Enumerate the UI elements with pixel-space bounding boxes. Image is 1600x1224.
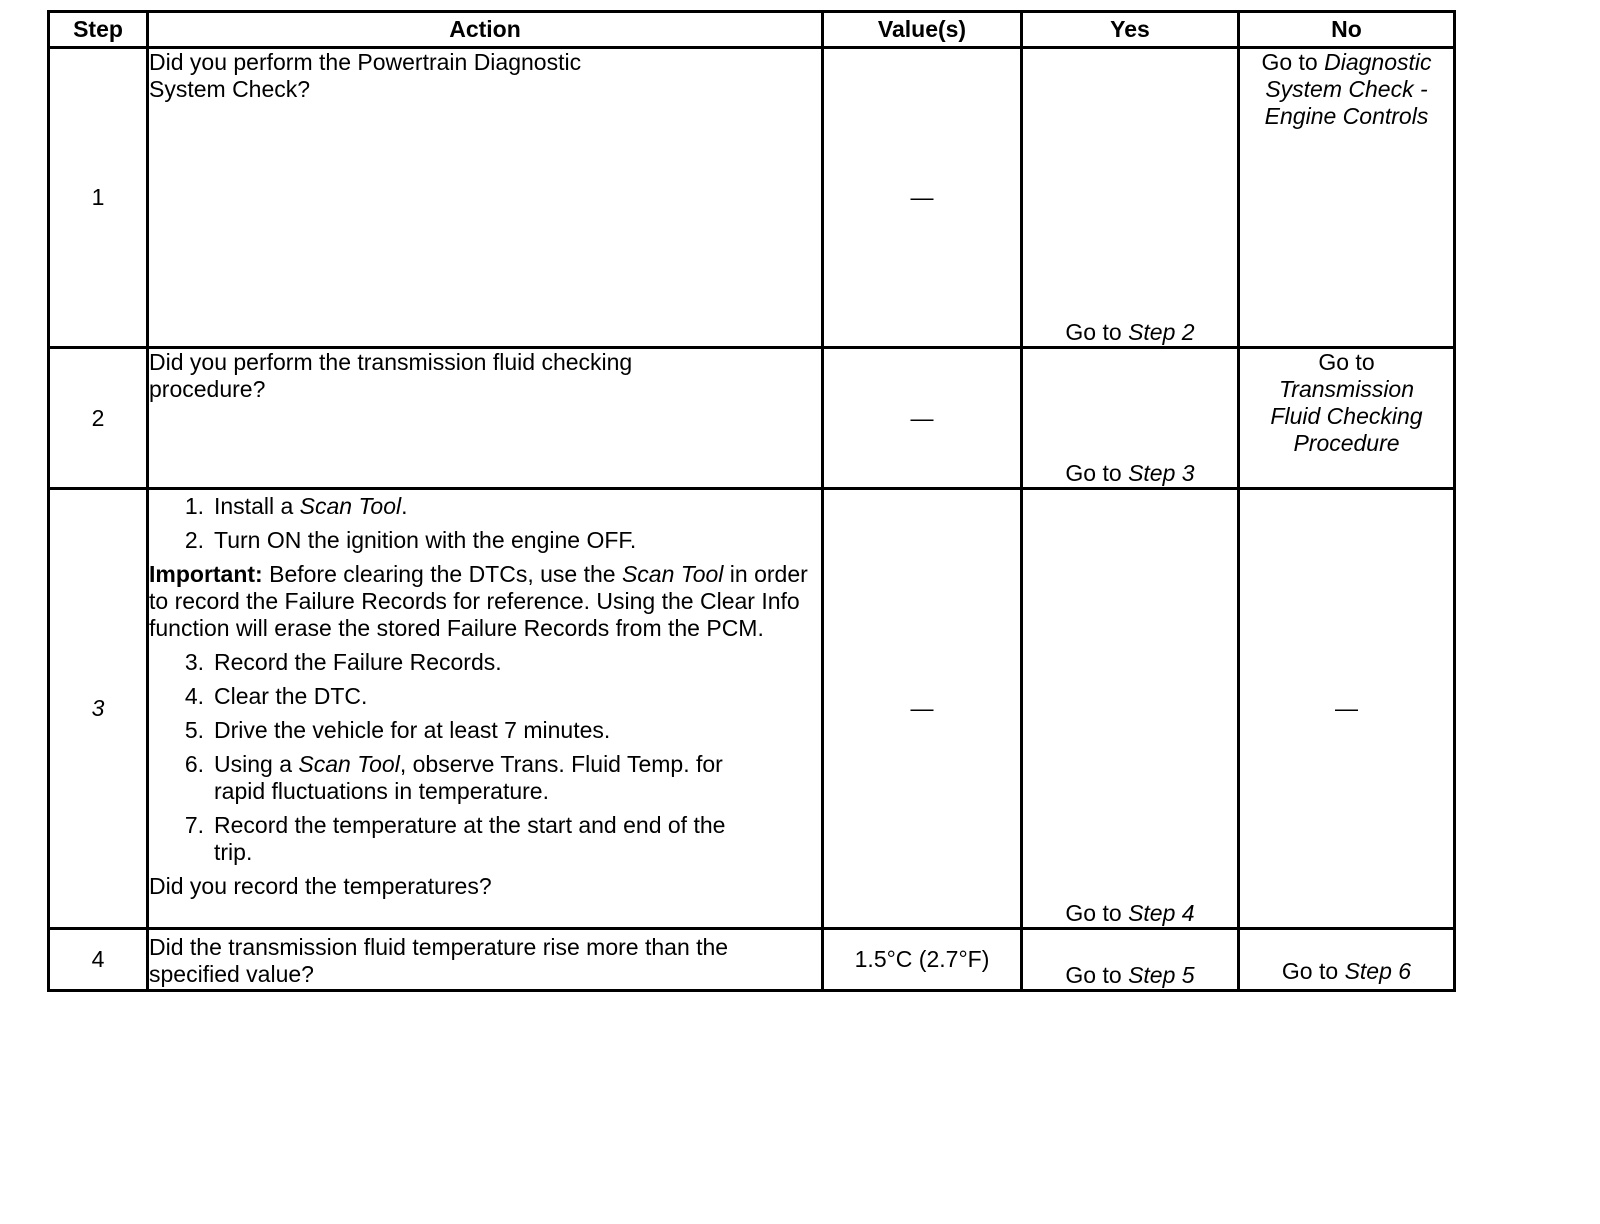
list-item [149, 683, 821, 710]
procedure-list-a [149, 493, 821, 554]
yes-cell[interactable] [1022, 48, 1239, 348]
value-cell [823, 929, 1022, 991]
list-item-text [214, 751, 774, 805]
action-question: Did you record the temperatures? [149, 873, 492, 899]
table-row [49, 48, 1455, 348]
important-text-post: in order to record the Failure Records for reference. Using the Clear Info function will erase the stored Failure Records from the PCM. [149, 561, 808, 641]
no-text: — [1335, 695, 1358, 721]
value-cell [823, 348, 1022, 489]
table-row [49, 348, 1455, 489]
table-header [49, 12, 1455, 48]
list-item [149, 493, 821, 520]
action-text: Did the transmission fluid temperature rise more than the specified value? [149, 934, 729, 987]
table-row [49, 929, 1455, 991]
list-item-number: 5. [184, 717, 204, 743]
header-action: Action [148, 12, 823, 48]
list-item-number: 7. [184, 812, 204, 838]
scan-tool-term: Scan Tool [621, 561, 724, 587]
action-text: Did you perform the Powertrain Diagnostic System Check? [149, 49, 582, 102]
step-number: 2 [49, 348, 148, 489]
header-no: No [1239, 12, 1455, 48]
yes-step-link[interactable]: Step 4 [1128, 900, 1195, 926]
list-item-text-pre: Install a [214, 493, 294, 519]
important-label: Important: [149, 561, 263, 587]
list-item-text: Clear the DTC. [214, 683, 368, 709]
list-item-text-post: , observe Trans. Fluid Temp. for rapid fluctuations in temperature. [214, 751, 723, 804]
no-prefix: Go to [1281, 958, 1339, 984]
list-item [149, 717, 821, 744]
no-cell[interactable] [1239, 348, 1455, 489]
list-item [149, 812, 821, 866]
important-text-pre: Before clearing the DTCs, use the [269, 561, 616, 587]
yes-prefix: Go to [1065, 460, 1122, 486]
list-item [149, 649, 821, 676]
no-prefix: Go to [1318, 349, 1375, 375]
value-cell [823, 48, 1022, 348]
no-text[interactable] [1240, 349, 1453, 457]
list-item-text-post: . [401, 493, 408, 519]
list-item [149, 751, 821, 805]
header-values: Value(s) [823, 12, 1022, 48]
list-item-number: 6. [184, 751, 204, 777]
table-body [49, 48, 1455, 991]
yes-cell[interactable] [1022, 489, 1239, 929]
list-item-number: 1. [184, 493, 204, 519]
header-yes: Yes [1022, 12, 1239, 48]
action-cell [148, 929, 823, 991]
header-step: Step [49, 12, 148, 48]
value-text: — [910, 184, 934, 210]
list-item-number: 2. [184, 527, 204, 553]
action-text: Did you perform the transmission fluid checking procedure? [149, 349, 633, 402]
yes-step-link[interactable]: Step 3 [1128, 460, 1195, 486]
no-link[interactable]: Step 6 [1344, 958, 1412, 984]
yes-prefix: Go to [1065, 962, 1122, 988]
value-cell [823, 489, 1022, 929]
step-number: 3 [49, 489, 148, 929]
yes-step-link[interactable]: Step 2 [1128, 319, 1195, 345]
no-cell[interactable] [1239, 929, 1455, 991]
action-cell [148, 489, 823, 929]
scan-tool-term: Scan Tool [299, 493, 402, 519]
yes-step-link[interactable]: Step 5 [1128, 962, 1195, 988]
value-text: 1.5°C (2.7°F) [854, 946, 990, 972]
list-item-number: 4. [184, 683, 204, 709]
list-item-text: Turn ON the ignition with the engine OFF. [214, 527, 637, 553]
list-item-text: Record the temperature at the start and end of the trip. [214, 812, 726, 865]
list-item-text [214, 493, 821, 520]
yes-prefix: Go to [1065, 319, 1122, 345]
list-item-text: Record the Failure Records. [214, 649, 502, 675]
no-cell[interactable] [1239, 48, 1455, 348]
header-row [49, 12, 1455, 48]
scan-tool-term: Scan Tool [298, 751, 400, 777]
list-item-text-pre: Using a [214, 751, 292, 777]
step-number: 4 [49, 929, 148, 991]
no-cell [1239, 489, 1455, 929]
yes-cell[interactable] [1022, 929, 1239, 991]
list-item-text: Drive the vehicle for at least 7 minutes. [214, 717, 611, 743]
value-text: — [910, 695, 934, 721]
no-prefix: Go to [1261, 49, 1318, 75]
action-cell [148, 348, 823, 489]
step-number: 1 [49, 48, 148, 348]
no-link[interactable]: Transmission Fluid Checking Procedure [1270, 376, 1423, 456]
yes-cell[interactable] [1022, 348, 1239, 489]
action-cell [148, 48, 823, 348]
value-text: — [910, 404, 934, 431]
no-text[interactable] [1240, 49, 1453, 130]
diagnostic-table [47, 10, 1456, 992]
yes-prefix: Go to [1065, 900, 1122, 926]
no-link[interactable]: Diagnostic System Check - Engine Controls [1264, 49, 1432, 129]
procedure-list-b [149, 649, 821, 866]
table-row [49, 489, 1455, 929]
list-item-number: 3. [184, 649, 204, 675]
list-item [149, 527, 821, 554]
important-note [149, 561, 821, 642]
